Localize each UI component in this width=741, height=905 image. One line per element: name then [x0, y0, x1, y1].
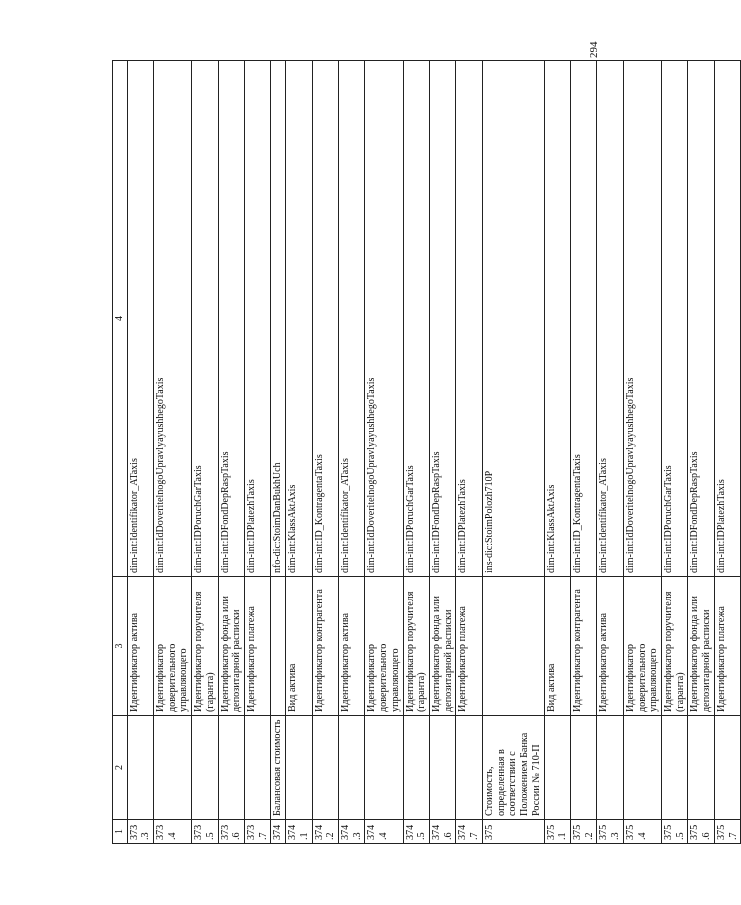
table-row [482, 61, 544, 844]
element-name-cell: Идентификатор поручителя (гаранта) [661, 577, 687, 716]
code-cell: dim-int:IDPlatezhTaxis [456, 61, 482, 577]
code-cell: dim-int:IDPoruchGarTaxis [661, 61, 687, 577]
code-cell: dim-int:KlassAktAxis [544, 61, 570, 577]
group-name-cell [218, 716, 244, 820]
element-name-cell: Идентификатор актива [597, 577, 623, 716]
table-row [244, 61, 270, 844]
column-header: 4 [113, 61, 128, 577]
row-number-cell: 374 [271, 820, 286, 844]
table-row [403, 61, 429, 844]
table-row [661, 61, 687, 844]
column-header: 1 [113, 820, 128, 844]
table-row [339, 61, 365, 844]
element-name-cell: Вид актива [544, 577, 570, 716]
group-name-cell [312, 716, 338, 820]
table-row [312, 61, 338, 844]
element-name-cell: Идентификатор актива [339, 577, 365, 716]
table-row [218, 61, 244, 844]
element-name-cell: Идентификатор доверительного управляющего [153, 577, 191, 716]
row-number-cell: 373.6 [218, 820, 244, 844]
row-number-cell: 374.6 [430, 820, 456, 844]
element-name-cell: Идентификатор поручителя (гаранта) [403, 577, 429, 716]
element-name-cell: Идентификатор платежа [244, 577, 270, 716]
table-row [570, 61, 596, 844]
row-number-cell: 374.2 [312, 820, 338, 844]
row-number-cell: 375 [482, 820, 544, 844]
element-name-cell: Идентификатор контрагента [570, 577, 596, 716]
group-name-cell [127, 716, 153, 820]
element-name-cell: Идентификатор фонда или депозитарной расписки [688, 577, 714, 716]
group-name-cell [688, 716, 714, 820]
row-number-cell: 375.3 [597, 820, 623, 844]
table-row [544, 61, 570, 844]
group-name-cell [661, 716, 687, 820]
code-cell: nfo-dic:StoimDanBukhUch [271, 61, 286, 577]
table-row [271, 61, 286, 844]
group-name-cell [430, 716, 456, 820]
element-name-cell: Вид актива [286, 577, 312, 716]
code-cell: ins-dic:StoimPolozh710P [482, 61, 544, 577]
column-header: 2 [113, 716, 128, 820]
code-cell: dim-int:IdDoveritelnogoUpravlyayushhegoTaxis [623, 61, 661, 577]
page-number: 294 [588, 41, 600, 58]
group-name-cell: Стоимость, определенная в соответствии с Положением Банка России № 710-П [482, 716, 544, 820]
table-row [153, 61, 191, 844]
row-number-cell: 375.2 [570, 820, 596, 844]
column-header: 3 [113, 577, 128, 716]
group-name-cell [597, 716, 623, 820]
row-number-cell: 375.6 [688, 820, 714, 844]
row-number-cell: 374.3 [339, 820, 365, 844]
group-name-cell [365, 716, 403, 820]
table-row [597, 61, 623, 844]
code-cell: dim-int:Identifikator_ATaxis [597, 61, 623, 577]
group-name-cell [544, 716, 570, 820]
code-cell: dim-int:IDFondDepRaspTaxis [688, 61, 714, 577]
code-cell: dim-int:ID_KontragentaTaxis [312, 61, 338, 577]
row-number-cell: 373.5 [192, 820, 218, 844]
table-row [127, 61, 153, 844]
document-table-container [112, 61, 739, 844]
code-cell: dim-int:Identifikator_ATaxis [127, 61, 153, 577]
element-name-cell: Идентификатор актива [127, 577, 153, 716]
code-cell: dim-int:Identifikator_ATaxis [339, 61, 365, 577]
code-cell: dim-int:IDFondDepRaspTaxis [218, 61, 244, 577]
row-number-cell: 375.4 [623, 820, 661, 844]
element-name-cell: Идентификатор доверительного управляющего [623, 577, 661, 716]
row-number-cell: 375.1 [544, 820, 570, 844]
code-cell: dim-int:IDPoruchGarTaxis [403, 61, 429, 577]
table-row [623, 61, 661, 844]
group-name-cell: Балансовая стоимость [271, 716, 286, 820]
element-name-cell: Идентификатор фонда или депозитарной расписки [430, 577, 456, 716]
code-cell: dim-int:IDPoruchGarTaxis [192, 61, 218, 577]
code-cell: dim-int:KlassAktAxis [286, 61, 312, 577]
code-cell: dim-int:IDFondDepRaspTaxis [430, 61, 456, 577]
table-row [456, 61, 482, 844]
group-name-cell [192, 716, 218, 820]
element-name-cell: Идентификатор платежа [714, 577, 740, 716]
table-header-row [113, 61, 128, 844]
row-number-cell: 373.4 [153, 820, 191, 844]
group-name-cell [623, 716, 661, 820]
row-number-cell: 374.5 [403, 820, 429, 844]
row-number-cell: 373.7 [244, 820, 270, 844]
document-table [112, 60, 741, 844]
row-number-cell: 375.5 [661, 820, 687, 844]
table-body [127, 61, 741, 844]
table-row [430, 61, 456, 844]
element-name-cell: Идентификатор фонда или депозитарной расписки [218, 577, 244, 716]
group-name-cell [244, 716, 270, 820]
group-name-cell [456, 716, 482, 820]
table-row [286, 61, 312, 844]
element-name-cell [482, 577, 544, 716]
row-number-cell: 374.7 [456, 820, 482, 844]
element-name-cell: Идентификатор доверительного управляющего [365, 577, 403, 716]
table-row [688, 61, 714, 844]
element-name-cell [271, 577, 286, 716]
code-cell: dim-int:IDPlatezhTaxis [244, 61, 270, 577]
element-name-cell: Идентификатор платежа [456, 577, 482, 716]
group-name-cell [403, 716, 429, 820]
row-number-cell: 375.7 [714, 820, 740, 844]
code-cell: dim-int:IdDoveritelnogoUpravlyayushhegoTaxis [365, 61, 403, 577]
group-name-cell [570, 716, 596, 820]
group-name-cell [339, 716, 365, 820]
group-name-cell [286, 716, 312, 820]
code-cell: dim-int:IDPlatezhTaxis [714, 61, 740, 577]
table-row [714, 61, 740, 844]
row-number-cell: 374.4 [365, 820, 403, 844]
row-number-cell: 374.1 [286, 820, 312, 844]
table-row [192, 61, 218, 844]
code-cell: dim-int:IdDoveritelnogoUpravlyayushhegoTaxis [153, 61, 191, 577]
group-name-cell [714, 716, 740, 820]
row-number-cell: 373.3 [127, 820, 153, 844]
table-row [365, 61, 403, 844]
element-name-cell: Идентификатор контрагента [312, 577, 338, 716]
group-name-cell [153, 716, 191, 820]
element-name-cell: Идентификатор поручителя (гаранта) [192, 577, 218, 716]
code-cell: dim-int:ID_KontragentaTaxis [570, 61, 596, 577]
